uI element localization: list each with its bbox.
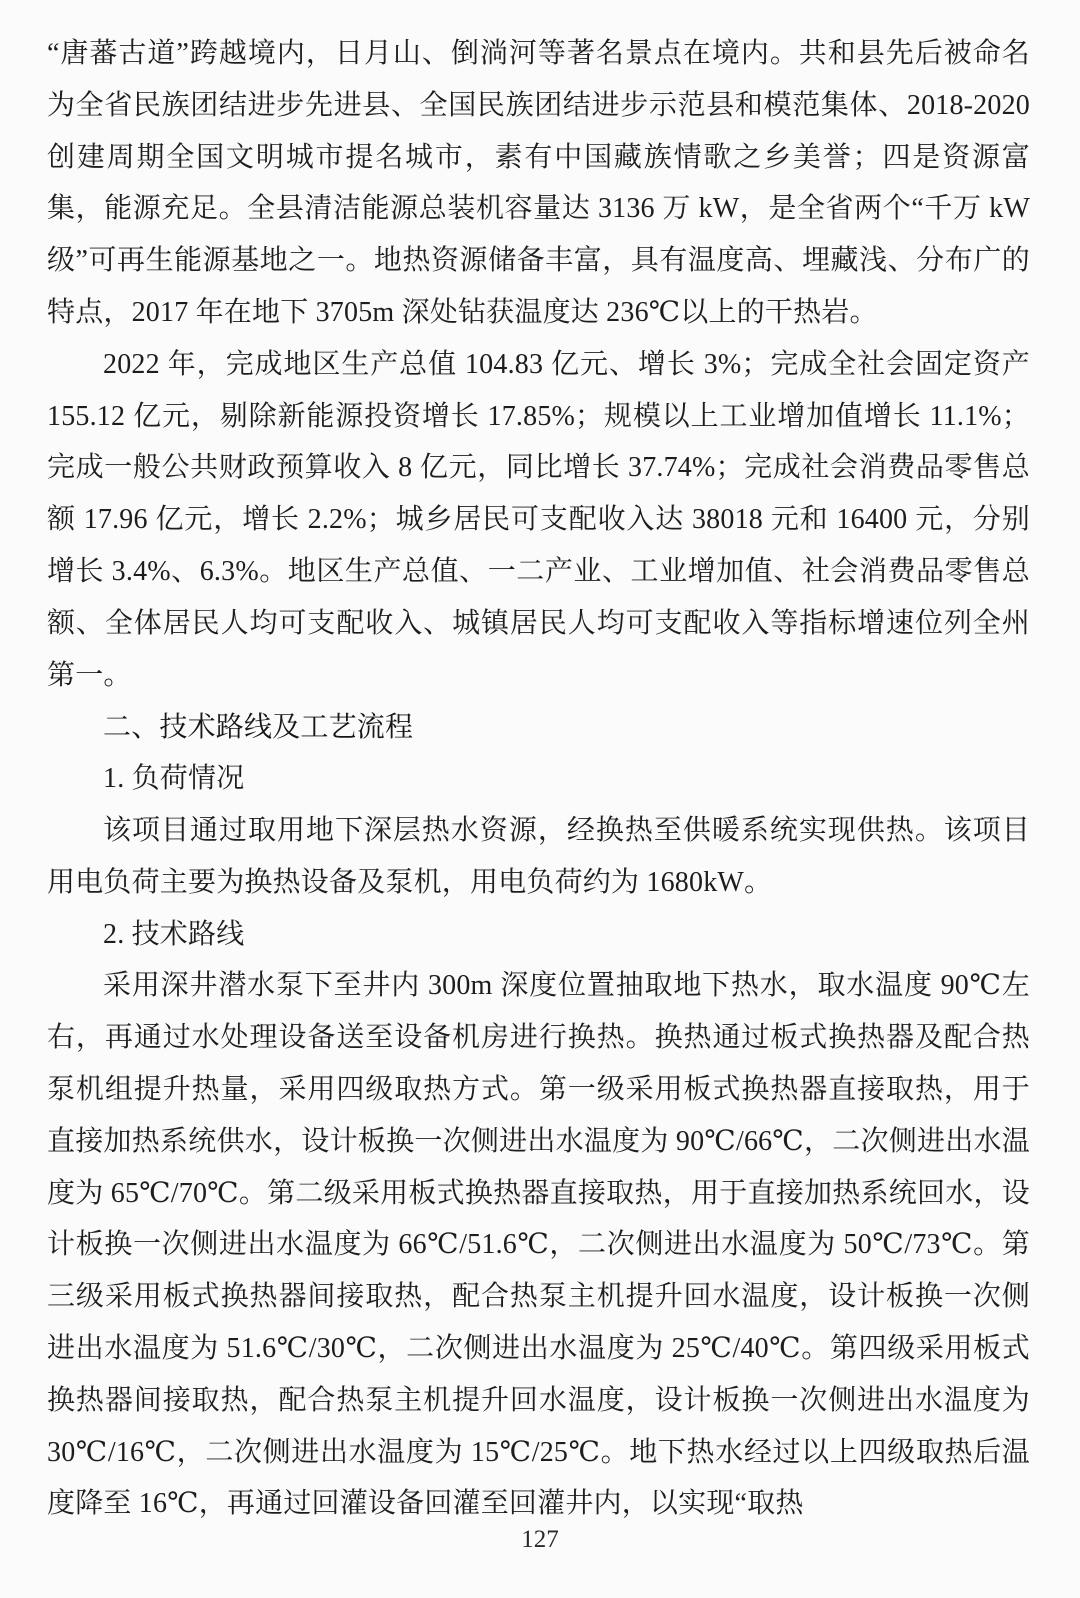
page-number: 127 — [521, 1526, 559, 1553]
paragraph-load-description: 该项目通过取用地下深层热水资源，经换热至供暖系统实现供热。该项目用电负荷主要为换热设备及泵机，用电负荷约为 1680kW。 — [47, 814, 1030, 898]
subheading-technical-route: 2. 技术路线 — [103, 918, 245, 950]
section-heading-technical-route: 二、技术路线及工艺流程 — [103, 711, 414, 743]
paragraph-economic-indicators: 2022 年，完成地区生产总值 104.83 亿元、增长 3%；完成全社会固定资产 155.12 亿元，剔除新能源投资增长 17.85%；规模以上工业增加值增长 11.1%；完成一般公共财政预算收入 8 亿元，同比增长 37.74%；完成社会消费品零售总额 17.96 亿元，增长 2.2%；城乡居民可支配收入达 38018 元和 16400 元，分别增长 3.4%、6.3%。地区生产总值、一二产业、工业增加值、社会消费品零售总额、全体居民人均可支配收入、城镇居民人均可支配收入等指标增速位列全州第一。 — [47, 348, 1030, 691]
paragraph-overview-continuation: “唐蕃古道”跨越境内，日月山、倒淌河等著名景点在境内。共和县先后被命名为全省民族团结进步先进县、全国民族团结进步示范县和模范集体、2018-2020 创建周期全国文明城市提名城市，素有中国藏族情歌之乡美誉；四是资源富集，能源充足。全县清洁能源总装机容量达 3136 万 kW，是全省两个“千万 kW 级”可再生能源基地之一。地热资源储备丰富，具有温度高、埋藏浅、分布广的特点，2017 年在地下 3705m 深处钻获温度达 236℃以上的干热岩。 — [47, 38, 1030, 328]
subheading-load-situation: 1. 负荷情况 — [103, 763, 245, 795]
paragraph-technical-route-description: 采用深井潜水泵下至井内 300m 深度位置抽取地下热水，取水温度 90℃左右，再通过水处理设备送至设备机房进行换热。换热通过板式换热器及配合热泵机组提升热量，采用四级取热方式。第一级采用板式换热器直接取热，用于直接加热系统供水，设计板换一次侧进出水温度为 90℃/66℃，二次侧进出水温度为 65℃/70℃。第二级采用板式换热器直接取热，用于直接加热系统回水，设计板换一次侧进出水温度为 66℃/51.6℃，二次侧进出水温度为 50℃/73℃。第三级采用板式换热器间接取热，配合热泵主机提升回水温度，设计板换一次侧进出水温度为 51.6℃/30℃，二次侧进出水温度为 25℃/40℃。第四级采用板式换热器间接取热，配合热泵主机提升回水温度，设计板换一次侧进出水温度为 30℃/16℃，二次侧进出水温度为 15℃/25℃。地下热水经过以上四级取热后温度降至 16℃，再通过回灌设备回灌至回灌井内，以实现“取热 — [47, 970, 1030, 1520]
